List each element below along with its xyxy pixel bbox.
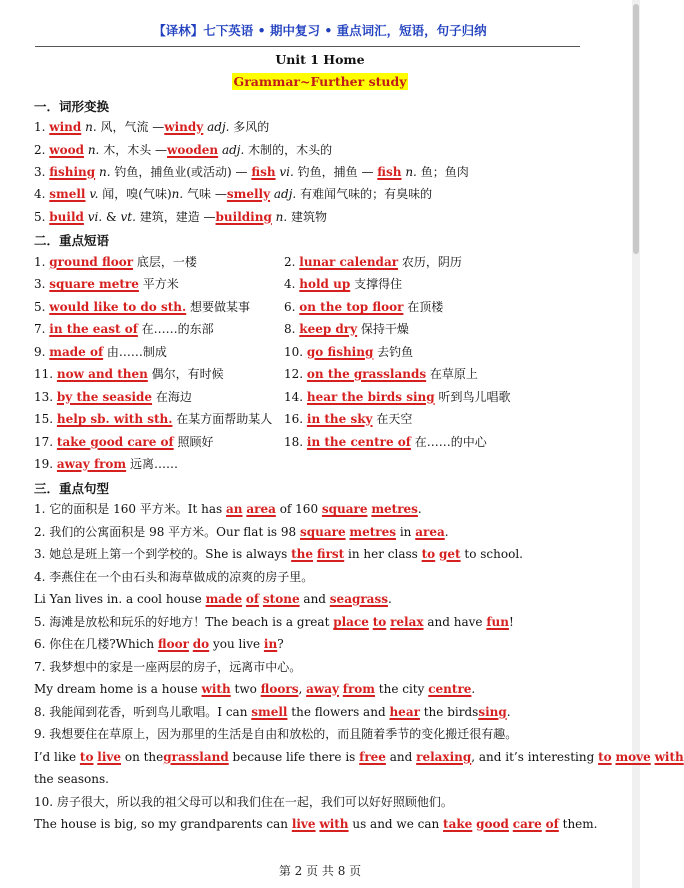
text-segment: 1. [34, 120, 50, 134]
text-segment: 3. [34, 165, 50, 179]
text-segment: ! [508, 615, 514, 629]
answer-blank: from [342, 682, 375, 696]
answer-blank: floors [260, 682, 299, 696]
answer-blank: area [415, 525, 445, 539]
text-segment: 在海边 [152, 390, 192, 404]
sentence-line [34, 546, 523, 562]
answer-blank: fish [377, 165, 402, 179]
scrollbar-thumb[interactable] [633, 4, 639, 254]
text-segment: 在草原上 [426, 367, 478, 381]
text-segment: of 160 [275, 502, 322, 516]
text-segment: 9. [34, 345, 50, 359]
part-of-speech: n. [87, 143, 100, 157]
text-segment: 5. [34, 210, 50, 224]
phrase-item [34, 411, 272, 427]
text-segment: 10. [284, 345, 307, 359]
text-segment: 4. [34, 187, 50, 201]
text-segment: because life there is [228, 750, 360, 764]
text-segment: 5. 海滩是放松和玩乐的好地方！The beach is a great [34, 615, 334, 629]
unit-title: Unit 1 Home [275, 52, 365, 67]
text-segment: 7. 我梦想中的家是一座两层的房子，远离市中心。 [34, 660, 302, 674]
answer-blank: grassland [163, 750, 229, 764]
text-segment: 1. 它的面积是 160 平方米。It has [34, 502, 227, 516]
phrase-item [284, 299, 443, 315]
section-heading-sentences: 三．重点句型 [34, 481, 110, 496]
text-segment: . [444, 525, 449, 539]
answer-blank: square [299, 525, 346, 539]
text-segment: , and it’s interesting [471, 750, 599, 764]
phrase-item [284, 389, 510, 405]
answer-blank: to [372, 615, 387, 629]
answer-blank: square [321, 502, 368, 516]
answer-blank: to [598, 750, 612, 764]
text-segment: 多风的 [229, 120, 270, 134]
answer-blank: square metre [49, 277, 139, 291]
text-segment: 风，气流 — [96, 120, 165, 134]
answer-blank: get [439, 547, 461, 561]
text-segment: the city [374, 682, 429, 696]
part-of-speech: n. [85, 120, 97, 134]
answer-blank: lunar calendar [299, 255, 399, 269]
answer-blank: would like to do sth. [49, 300, 187, 314]
part-of-speech: n. [98, 165, 111, 179]
page-number: 第 2 页 共 8 页 [278, 864, 362, 878]
text-segment: 平方米 [138, 277, 179, 291]
text-segment: 1. [34, 255, 50, 269]
answer-blank: in [263, 637, 278, 651]
answer-blank: windy [164, 120, 204, 134]
phrase-item [284, 276, 402, 292]
word-form-line [34, 164, 469, 180]
text-segment: them. [558, 817, 598, 831]
text-segment: 照顾好 [173, 435, 214, 449]
text-segment: 9. 我想要住在草原上，因为那里的生活是自由和放松的，而且随着季节的变化搬迁很有趣。 [34, 727, 518, 741]
answer-blank: to [421, 547, 436, 561]
answer-blank: of [545, 817, 559, 831]
text-segment: 木，木头 — [99, 143, 168, 157]
text-segment: 3. 她总是班上第一个到学校的。She is always [34, 547, 292, 561]
grammar-subtitle: Grammar~Further study [233, 74, 407, 89]
answer-blank: fish [251, 165, 276, 179]
text-segment: , [298, 682, 307, 696]
answer-blank: fishing [49, 165, 96, 179]
text-segment: . [417, 502, 422, 516]
phrase-item [284, 366, 478, 382]
part-of-speech: v. [89, 187, 99, 201]
phrase-item [34, 366, 224, 382]
answer-blank: wind [49, 120, 82, 134]
answer-blank: building [215, 210, 272, 224]
text-segment: 2. 我们的公寓面积是 98 平方米。Our flat is 98 [34, 525, 300, 539]
answer-blank: relax [390, 615, 424, 629]
answer-blank: free [359, 750, 386, 764]
text-segment: 保持干燥 [357, 322, 409, 336]
text-segment: and [299, 592, 330, 606]
text-segment: 在顶楼 [403, 300, 444, 314]
answer-blank: good [476, 817, 509, 831]
answer-blank: build [49, 210, 84, 224]
text-segment: 木制的，木头的 [244, 143, 333, 157]
answer-blank: seagrass [329, 592, 388, 606]
phrase-item [284, 344, 413, 360]
part-of-speech: adj. [221, 143, 245, 157]
text-segment: 鱼；鱼肉 [416, 165, 469, 179]
text-segment: 7. [34, 322, 50, 336]
sentence-line [34, 681, 475, 697]
phrase-item [34, 321, 214, 337]
answer-blank: relaxing [416, 750, 472, 764]
answer-blank: smell [49, 187, 86, 201]
text-segment: the birds [419, 705, 479, 719]
sentence-line [34, 726, 517, 742]
text-segment: 3. [34, 277, 50, 291]
phrase-item [284, 321, 409, 337]
document-header-title: 【译林】七下英语 • 期中复习 • 重点词汇，短语，句子归纳 [153, 23, 487, 38]
answer-blank: smell [251, 705, 288, 719]
text-segment: Li Yan lives in. a cool house [34, 592, 206, 606]
answer-blank: ground floor [49, 255, 134, 269]
text-segment: 5. [34, 300, 50, 314]
text-segment: to school. [460, 547, 523, 561]
text-segment: 17. [34, 435, 57, 449]
answer-blank: in the centre of [306, 435, 411, 449]
answer-blank: on the grasslands [306, 367, 427, 381]
answer-blank: floor [157, 637, 189, 651]
text-segment: 钓鱼，捕鱼 — [293, 165, 378, 179]
answer-blank: hear [389, 705, 420, 719]
text-segment: 4. 李燕住在一个由石头和海草做成的凉爽的房子里。 [34, 570, 314, 584]
text-segment: 农历，阴历 [398, 255, 462, 269]
phrase-item [34, 299, 250, 315]
text-segment: 12. [284, 367, 307, 381]
text-segment: 2. [284, 255, 300, 269]
text-segment: 支撑得住 [350, 277, 403, 291]
answer-blank: on the top floor [299, 300, 404, 314]
answer-blank: smelly [226, 187, 271, 201]
text-segment: . [387, 592, 392, 606]
text-segment: 8. [284, 322, 300, 336]
text-segment: My dream home is a house [34, 682, 202, 696]
header-divider [35, 46, 580, 47]
text-segment: 建筑，建造 — [135, 210, 216, 224]
answer-blank: metres [349, 525, 397, 539]
answer-blank: area [246, 502, 276, 516]
answer-blank: wood [49, 143, 84, 157]
text-segment: in her class [344, 547, 422, 561]
text-segment: 4. [284, 277, 300, 291]
text-segment: you live [209, 637, 264, 651]
answer-blank: move [615, 750, 651, 764]
sentence-line [34, 749, 684, 765]
answer-blank: by the seaside [56, 390, 153, 404]
answer-blank: in the sky [306, 412, 373, 426]
sentence-line [34, 816, 597, 832]
answer-blank: do [192, 637, 210, 651]
phrase-item [34, 434, 214, 450]
part-of-speech: adj. [207, 120, 230, 134]
answer-blank: in the east of [49, 322, 138, 336]
text-segment: 在天空 [372, 412, 413, 426]
word-form-line [34, 119, 269, 135]
phrase-item [34, 344, 167, 360]
text-segment: 14. [284, 390, 307, 404]
part-of-speech: vt. [120, 210, 136, 224]
text-segment: 想要做某事 [186, 300, 251, 314]
text-segment: . [471, 682, 476, 696]
section-heading-phrases: 二．重点短语 [34, 233, 110, 248]
answer-blank: the [291, 547, 314, 561]
answer-blank: made of [49, 345, 104, 359]
part-of-speech: vi. [87, 210, 103, 224]
text-segment: 在……的东部 [137, 322, 214, 336]
answer-blank: made [205, 592, 243, 606]
text-segment: 去钓鱼 [373, 345, 414, 359]
word-form-line [34, 142, 332, 158]
answer-blank: of [245, 592, 260, 606]
text-segment: on the [121, 750, 164, 764]
answer-blank: live [97, 750, 122, 764]
text-segment: 气味 — [183, 187, 227, 201]
answer-blank: now and then [56, 367, 148, 381]
sentence-line [34, 569, 313, 585]
text-segment: . [506, 705, 511, 719]
sentence-line [34, 614, 514, 630]
sentence-line [34, 501, 422, 517]
part-of-speech: adj. [273, 187, 297, 201]
answer-blank: stone [262, 592, 300, 606]
text-segment: I’d like [34, 750, 80, 764]
answer-blank: care [512, 817, 542, 831]
part-of-speech: vi. [279, 165, 294, 179]
answer-blank: wooden [167, 143, 219, 157]
answer-blank: place [333, 615, 369, 629]
sentence-line [34, 524, 449, 540]
sentence-line [34, 659, 301, 675]
phrase-item [284, 411, 412, 427]
subtitle-wrap [0, 73, 640, 90]
answer-blank: to [79, 750, 94, 764]
text-segment: ? [277, 637, 284, 651]
text-segment: 钓鱼，捕鱼业(或活动) — [110, 165, 252, 179]
answer-blank: hold up [299, 277, 351, 291]
part-of-speech: n. [275, 210, 288, 224]
sentence-line [34, 636, 284, 652]
sentence-line [34, 794, 453, 810]
text-segment: 由……制成 [103, 345, 167, 359]
text-segment: 偶尔，有时候 [147, 367, 224, 381]
sentence-line [34, 771, 109, 787]
text-segment: 在某方面帮助某人 [172, 412, 273, 426]
answer-blank: away from [56, 457, 127, 471]
text-segment: 13. [34, 390, 57, 404]
text-segment: The house is big, so my grandparents can [34, 817, 292, 831]
text-segment: 底层，一楼 [133, 255, 197, 269]
text-segment: 18. [284, 435, 307, 449]
text-segment: 19. [34, 457, 57, 471]
sentence-line [34, 591, 392, 607]
text-segment: and [385, 750, 417, 764]
text-segment: in [396, 525, 416, 539]
text-segment: 有难闻气味的；有臭味的 [296, 187, 433, 201]
phrase-item [284, 434, 487, 450]
answer-blank: with [654, 750, 684, 764]
answer-blank: sing [478, 705, 507, 719]
text-segment: 15. [34, 412, 57, 426]
text-segment: 建筑物 [287, 210, 328, 224]
answer-blank: centre [428, 682, 472, 696]
text-segment: 6. [284, 300, 300, 314]
answer-blank: with [319, 817, 349, 831]
answer-blank: metres [371, 502, 418, 516]
text-segment: 听到鸟儿唱歌 [434, 390, 511, 404]
word-form-line [34, 209, 327, 225]
text-segment: 16. [284, 412, 307, 426]
text-segment: 11. [34, 367, 57, 381]
text-segment: 远离…… [126, 457, 178, 471]
text-segment: 10. 房子很大，所以我的祖父母可以和我们住在一起，我们可以好好照顾他们。 [34, 795, 453, 809]
text-segment: two [230, 682, 261, 696]
text-segment: the flowers and [287, 705, 390, 719]
answer-blank: live [291, 817, 316, 831]
answer-blank: with [201, 682, 231, 696]
text-segment: & [102, 210, 121, 224]
word-form-line [34, 186, 432, 202]
answer-blank: help sb. with sth. [56, 412, 173, 426]
text-segment: 2. [34, 143, 50, 157]
part-of-speech: n. [171, 187, 184, 201]
answer-blank: keep dry [299, 322, 358, 336]
text-segment: the seasons. [34, 772, 109, 786]
text-segment: us and we can [348, 817, 444, 831]
answer-blank: away [306, 682, 339, 696]
part-of-speech: n. [405, 165, 417, 179]
phrase-item [34, 254, 197, 270]
section-heading-word-forms: 一．词形变换 [34, 99, 110, 114]
sentence-line [34, 704, 511, 720]
phrase-item [34, 276, 179, 292]
phrase-item [34, 456, 178, 472]
answer-blank: first [316, 547, 345, 561]
phrase-item [34, 389, 192, 405]
text-segment: 闻，嗅(气味) [98, 187, 172, 201]
text-segment: 8. 我能闻到花香，听到鸟儿歌唱。I can [34, 705, 252, 719]
text-segment: 6. 你住在几楼?Which [34, 637, 158, 651]
phrase-item [284, 254, 462, 270]
text-segment: and have [423, 615, 487, 629]
answer-blank: take good care of [56, 435, 174, 449]
answer-blank: an [226, 502, 243, 516]
answer-blank: hear the birds sing [306, 390, 435, 404]
text-segment: 在……的中心 [410, 435, 487, 449]
answer-blank: go fishing [306, 345, 374, 359]
answer-blank: fun [486, 615, 509, 629]
answer-blank: take [443, 817, 473, 831]
